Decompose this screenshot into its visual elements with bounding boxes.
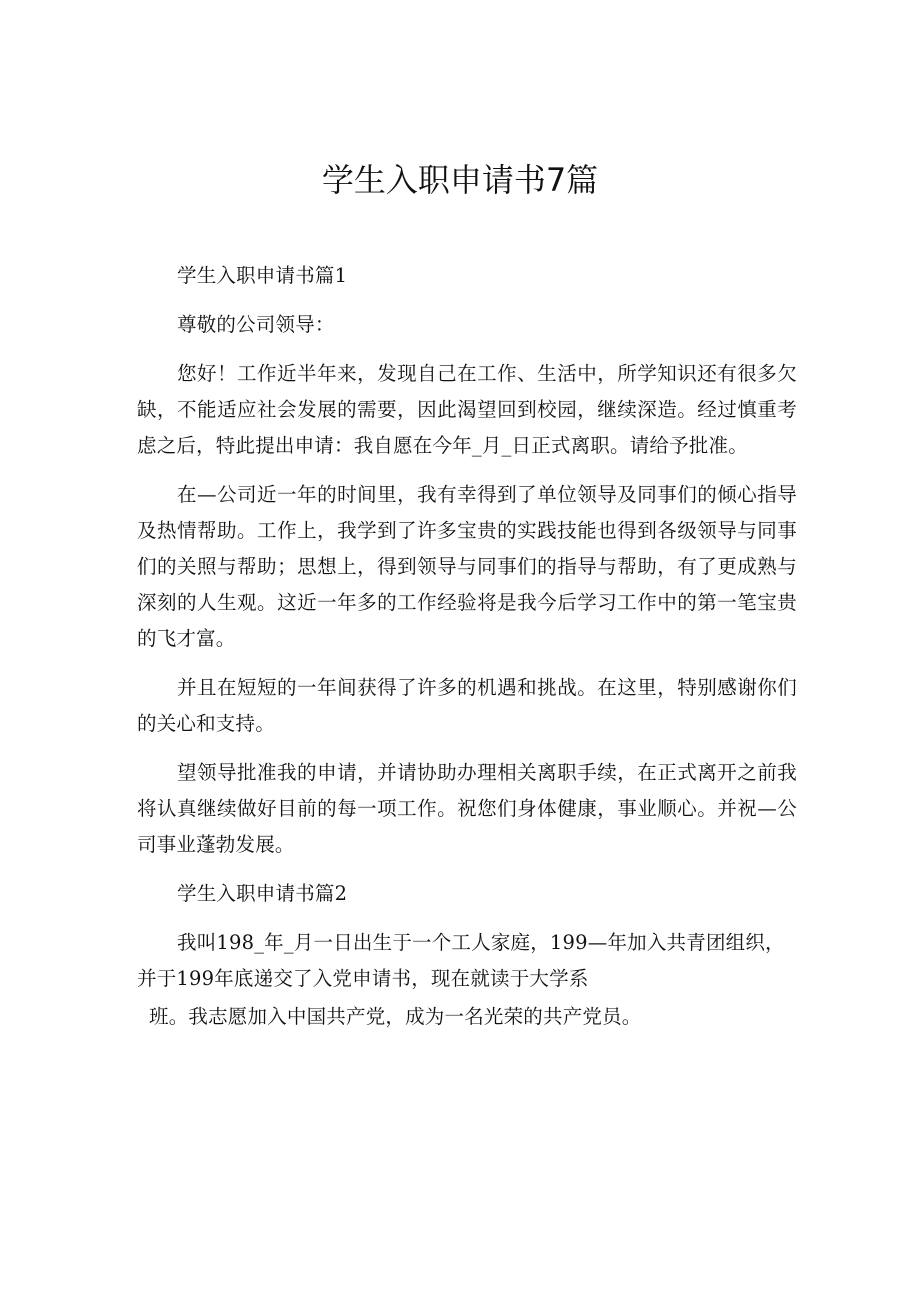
section-heading-2: 学生入职申请书篇2 — [177, 882, 348, 905]
salutation: 尊敬的公司领导： — [177, 313, 335, 336]
paragraph-5-continued: 并于199年底递交了入党申请书，现在就读于大学系 — [137, 967, 589, 990]
paragraph-4: 望领导批准我的申请，并请协助办理相关离职手续，在正式离开之前我将认真继续做好目前的每一项工作。祝您们身体健康，事业顺心。并祝—公司事业蓬勃发展。 — [137, 761, 797, 856]
paragraph-5-last-line: 班。我志愿加入中国共产党，成为一名光荣的共产党员。 — [149, 1005, 642, 1028]
paragraph-3: 并且在短短的一年间获得了许多的机遇和挑战。在这里，特别感谢你们的关心和支持。 — [137, 676, 797, 735]
section-heading-1: 学生入职申请书篇1 — [177, 264, 348, 287]
document-title: 学生入职申请书7篇 — [321, 161, 599, 199]
paragraph-1: 您好！工作近半年来，发现自己在工作、生活中，所学知识还有很多欠缺，不能适应社会发展的需要，因此渴望回到校园，继续深造。经过慎重考虑之后，特此提出申请：我自愿在今年_月_日正式离职。请给予批准。 — [137, 362, 797, 457]
paragraph-5: 我叫198_年_月一日出生于一个工人家庭，199—年加入共青团组织， — [177, 931, 785, 954]
paragraph-2: 在—公司近一年的时间里，我有幸得到了单位领导及同事们的倾心指导及热情帮助。工作上，我学到了许多宝贵的实践技能也得到各级领导与同事们的关照与帮助；思想上，得到领导与同事们的指导与帮助，有了更成熟与深刻的人生观。这近一年多的工作经验将是我今后学习工作中的第一笔宝贵的飞才富。 — [137, 483, 797, 650]
document-body — [137, 258, 797, 1048]
